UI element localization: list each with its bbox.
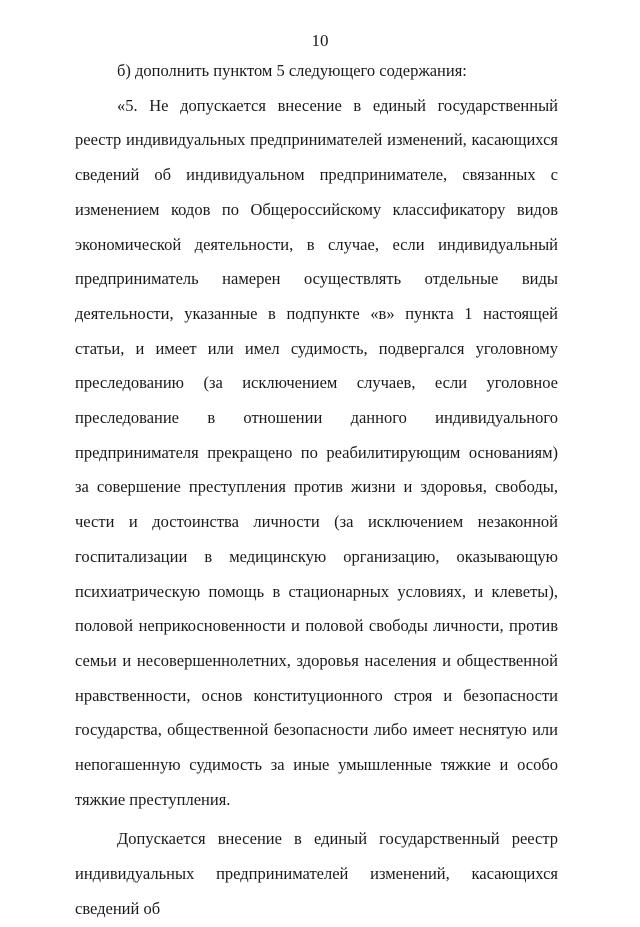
paragraph-amendment-intro: б) дополнить пунктом 5 следующего содержания: (117, 61, 467, 80)
page-number: 10 (311, 31, 329, 50)
paragraph-permission: Допускается внесение в единый государственный реестр индивидуальных предпринимателей изменений, касающихся сведений об (75, 829, 558, 918)
paragraph-clause-5: «5. Не допускается внесение в единый государственный реестр индивидуальных предпринимателей изменений, касающихся сведений об индивидуальном предпринимателе, связанных с изменением кодов по Общероссийскому классификатору видов экономической деятельности, в случае, если индивидуальный предприниматель намерен осуществлять отдельные виды деятельности, указанные в подпункте «в» пункта 1 настоящей статьи, и имеет или имел судимость, подвергался уголовному преследованию (за исключением случаев, если уголовное преследование в отношении данного индивидуального предпринимателя прекращено по реабилитирующим основаниям) за совершение преступления против жизни и здоровья, свободы, чести и достоинства личности (за исключением незаконной госпитализации в медицинскую организацию, оказывающую психиатрическую помощь в стационарных условиях, и клеветы), половой неприкосновенности и половой свободы личности, против семьи и несовершеннолетних, здоровья населения и общественной нравственности, основ конституционного строя и безопасности государства, общественной безопасности либо имеет неснятую или непогашенную судимость за иные умышленные тяжкие и особо тяжкие преступления. (75, 95, 558, 809)
document-body (75, 54, 558, 927)
